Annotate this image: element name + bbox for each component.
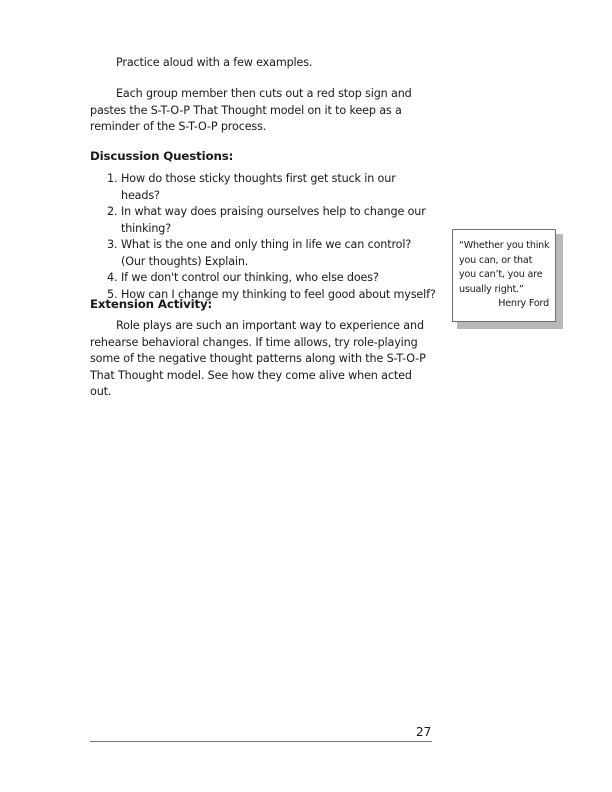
discussion-questions-list — [107, 171, 437, 303]
page-number: 27 — [416, 725, 432, 739]
question-text: What is the one and only thing in life we can control? (Our thoughts) Explain. — [121, 238, 412, 268]
question-item — [107, 237, 437, 270]
question-number: 3. — [107, 238, 118, 251]
question-number: 4. — [107, 271, 118, 284]
quote-box — [452, 229, 556, 322]
stop-sign-paragraph: Each group member then cuts out a red stop sign and pastes the S-T-O-P That Thought model on it to keep as a reminder of the S-T-O-P process. — [90, 87, 412, 133]
question-text: In what way does praising ourselves help to change our thinking? — [121, 205, 426, 235]
question-item — [107, 171, 437, 204]
question-number: 1. — [107, 172, 118, 185]
footer-rule — [90, 741, 432, 742]
quote-author: Henry Ford — [498, 298, 549, 309]
extension-paragraph: Role plays are such an important way to experience and rehearse behavioral changes. If time allows, try role-playing some of the negative thought patterns along with the S-T-O-P That Thought model. See how they come alive when acted out. — [90, 319, 426, 398]
question-number: 5. — [107, 287, 118, 301]
question-item — [107, 270, 437, 287]
quote-text: “Whether you think you can, or that you can’t, you are usually right.” — [459, 240, 550, 295]
question-item — [107, 204, 437, 237]
discussion-heading: Discussion Questions: — [90, 149, 234, 163]
question-text: How can I change my thinking to feel good about myself? — [121, 287, 436, 301]
question-number: 2. — [107, 205, 118, 218]
practice-paragraph: Practice aloud with a few examples. — [116, 56, 313, 69]
question-text: If we don't control our thinking, who else does? — [121, 271, 379, 284]
extension-heading: Extension Activity: — [90, 297, 213, 311]
question-text: How do those sticky thoughts first get stuck in our heads? — [121, 172, 396, 202]
